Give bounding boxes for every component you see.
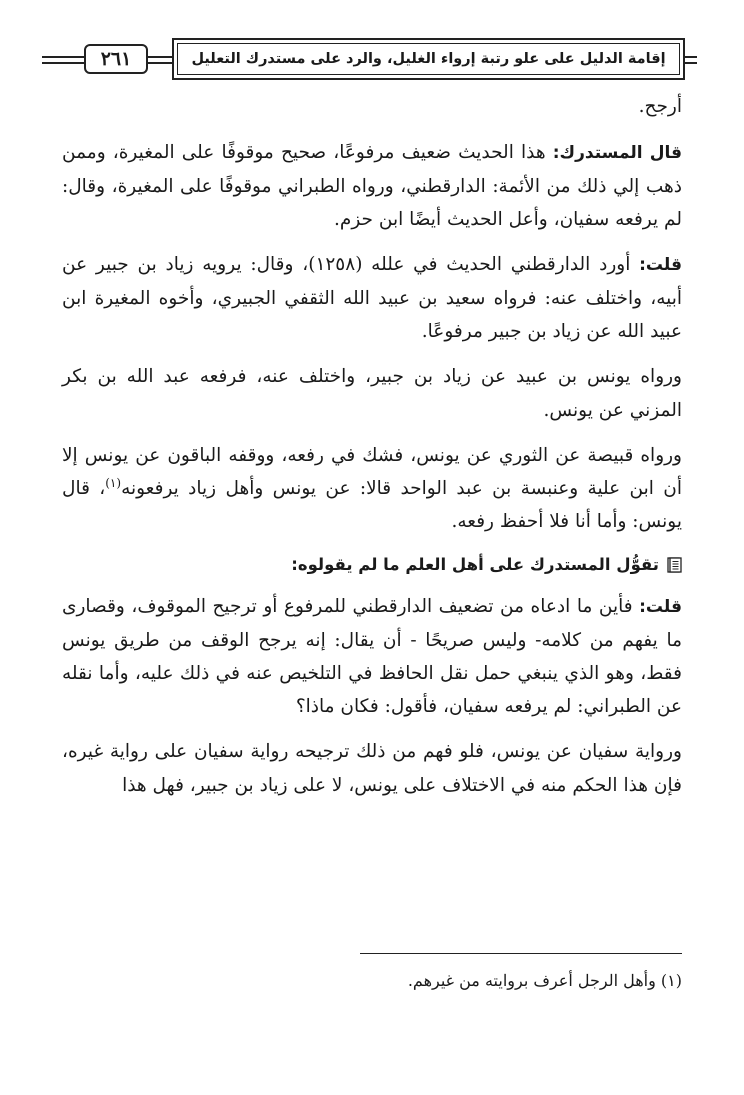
footnote: (١) وأهل الرجل أعرف بروايته من غيرهم. [407, 971, 682, 990]
paragraph-text: أرجح. [638, 96, 682, 117]
header-rule [42, 62, 84, 64]
paragraph-lead: قال المستدرك: [552, 143, 682, 163]
footnote-marker[interactable]: (١) [105, 475, 122, 490]
header-rule [148, 62, 172, 64]
paragraph [62, 590, 682, 723]
page-number-text: ٢٦١ [100, 48, 132, 70]
running-title: إقامة الدليل على علو رتبة إرواء الغليل، والرد على مستدرك التعليل [177, 43, 680, 75]
header-rule [148, 56, 172, 58]
paragraph [62, 90, 682, 124]
paragraph-text: ، قال يونس: وأما أنا فلا أحفظ رفعه. [62, 478, 682, 532]
paragraph-with-footnote [62, 439, 682, 538]
running-title-frame [172, 38, 685, 80]
paragraph-text: ورواه يونس بن عبيد عن زياد بن جبير، واختلف عنه، فرفعه عبد الله بن بكر المزني عن يونس. [62, 366, 682, 421]
section-heading-text: تقوُّل المستدرك على أهل العلم ما لم يقولوه: [291, 555, 659, 574]
page-number [84, 44, 148, 74]
paragraph-text: هذا الحديث ضعيف مرفوعًا، صحيح موقوفًا على المغيرة، وممن ذهب إلي ذلك من الأئمة: الدارقطني، ورواه الطبراني موقوفًا على المغيرة، وقال: لم يرفعه سفيان، وأعل الحديث أيضًا ابن حزم. [62, 142, 682, 230]
section-heading [62, 550, 682, 580]
header-rule [42, 56, 84, 58]
paragraph-text: فأين ما ادعاه من تضعيف الدارقطني للمرفوع أو ترجيح الموقوف، وقصارى ما يفهم من كلامه- وليس صريحًا - أن يقال: إنه يرجح الوقف من طريق يونس فقط، وهو الذي ينبغي حمل نقل الحافظ في التلخيص عنه في ذلك عليه، وأما نقله عن الطبراني: لم يرفعه سفيان، فأقول: فكان ماذا؟ [62, 596, 682, 717]
header-rule [685, 62, 697, 64]
footnote-divider [360, 953, 682, 954]
paragraph-text: ورواه قبيصة عن الثوري عن يونس، فشك في رفعه، ووقفه الباقون عن يونس إلا أن ابن علية وعنبسة بن عبد الواحد قالا: عن يونس وأهل زياد يرفعونه [62, 445, 682, 499]
paragraph [62, 735, 682, 802]
header-rule [685, 56, 697, 58]
paragraph-lead: قلت: [639, 255, 682, 275]
book-icon [667, 557, 682, 573]
running-header [42, 38, 697, 82]
paragraph [62, 248, 682, 348]
paragraph [62, 360, 682, 427]
paragraph-text: ورواية سفيان عن يونس، فلو فهم من ذلك ترجيحه رواية سفيان على رواية غيره، فإن هذا الحكم منه في الاختلاف على يونس، لا على زياد بن جبير، فهل هذا [62, 741, 682, 796]
page-body [62, 90, 682, 814]
paragraph [62, 136, 682, 236]
paragraph-text: أورد الدارقطني الحديث في علله (١٢٥٨)، وقال: يرويه زياد بن جبير عن أبيه، واختلف عنه: فرواه سعيد بن عبيد الله الثقفي الجبيري، وأخوه المغيرة ابن عبيد الله عن زياد بن جبير مرفوعًا. [62, 254, 682, 342]
paragraph-lead: قلت: [639, 597, 682, 617]
